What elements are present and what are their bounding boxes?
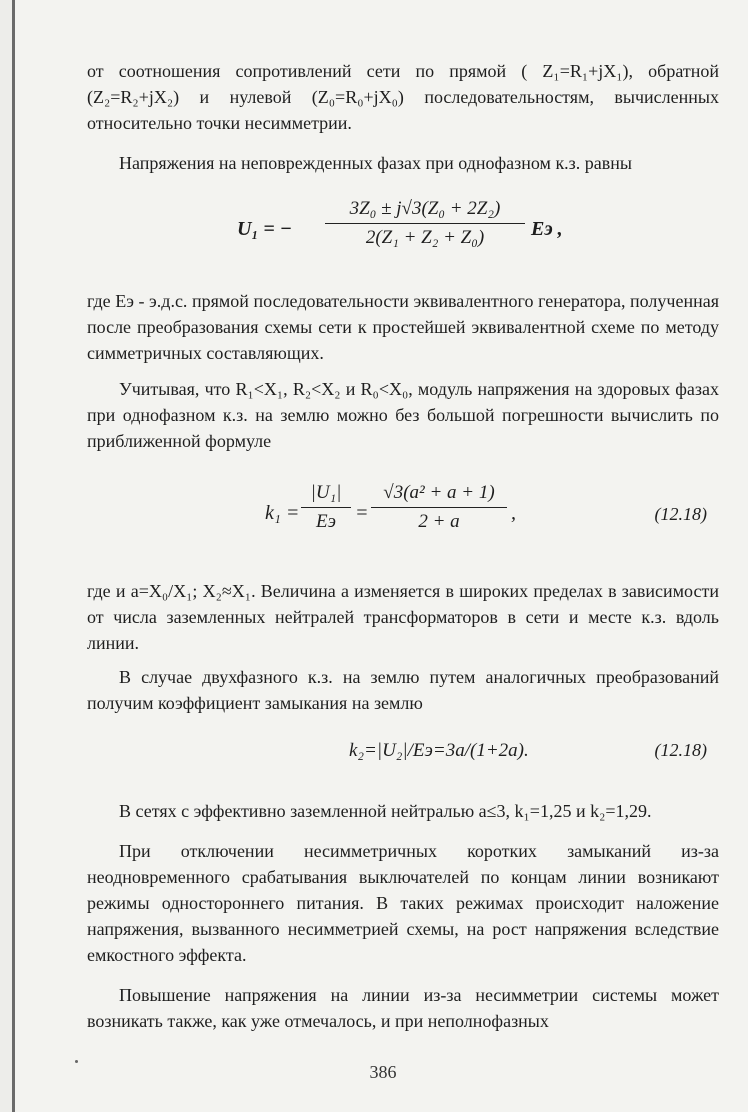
paragraph-2: Напряжения на неповрежденных фазах при однофазном к.з. равны — [119, 153, 633, 173]
page-number: 386 — [369, 1062, 397, 1082]
paragraph-7: В сетях с эффективно заземленной нейтралью a≤3, k₁=1,25 и k₂=1,29. — [119, 801, 652, 821]
paragraph-5: где и a=X₀/X₁; X₂≈X₁. Величина a изменяется в широких пределах в зависимости от числа заземленных нейтралей трансформаторов в сети и месте к.з. вдоль линии. — [87, 581, 719, 653]
book-page — [12, 0, 748, 1112]
formula-k2 — [87, 716, 719, 788]
formula-u1-lhs: U₁ = − — [237, 218, 292, 240]
paragraph-6: В случае двухфазного к.з. на землю путем аналогичных преобразований получим коэффициент замыкания на землю — [87, 667, 719, 713]
formula-k1-fraction-2 — [371, 482, 507, 533]
equation-number-1: (12.18) — [654, 504, 707, 524]
formula-k2-expression: k₂=|U₂|/Eэ=3a/(1+2a). — [349, 740, 529, 761]
formula-k1-equals: = — [355, 502, 369, 524]
formula-k1-lhs: k₁ = — [265, 502, 300, 524]
page-content — [87, 58, 719, 1034]
formula-u1-fraction — [325, 198, 525, 249]
fraction-bar — [301, 507, 351, 508]
formula-k1-comma: , — [511, 502, 516, 524]
formula-k1-frac1-denominator: Eэ — [316, 511, 336, 533]
formula-k1-frac1-numerator: |U₁| — [310, 482, 342, 503]
formula-k1-frac2-denominator: 2 + a — [418, 511, 460, 533]
formula-k1-frac2-numerator: √3(a² + a + 1) — [383, 482, 495, 503]
formula-u1-rhs: Eэ , — [531, 218, 563, 240]
paragraph-9: Повышение напряжения на линии из-за несимметрии системы может возникать также, как уже отмечалось, и при неполнофазных — [87, 985, 719, 1031]
formula-k1-fraction-1 — [301, 482, 351, 533]
formula-u1 — [87, 176, 719, 288]
paragraph-1: от соотношения сопротивлений сети по прямой ( Z₁=R₁+jX₁), обратной (Z₂=R₂+jX₂) и нулевой (Z₀=R₀+jX₀) последовательностям, вычисленных относительно точки несимметрии. — [87, 61, 719, 133]
formula-u1-numerator: 3Z₀ ± j√3(Z₀ + 2Z₂) — [349, 198, 501, 219]
formula-k1 — [87, 454, 719, 578]
fraction-bar — [371, 507, 507, 508]
fraction-bar — [325, 223, 525, 224]
formula-u1-denominator: 2(Z₁ + Z₂ + Z₀) — [365, 227, 485, 249]
equation-number-2: (12.18) — [654, 740, 707, 760]
paragraph-3: где Eэ - э.д.с. прямой последовательности эквивалентного генератора, полученная после преобразования схемы сети к простейшей эквивалентной схеме по методу симметричных составляющих. — [87, 291, 719, 363]
paragraph-8: При отключении несимметричных коротких замыканий из-за неодновременного срабатывания выключателей по концам линии возникают режимы одностороннего питания. В таких режимах происходит наложение напряжения, вызванного несимметрией схемы, на рост напряжения вследствие емкостного эффекта. — [87, 841, 719, 965]
paragraph-4: Учитывая, что R₁<X₁, R₂<X₂ и R₀<X₀, модуль напряжения на здоровых фазах при однофазном к.з. на землю можно без большой погрешности вычислить по приближенной формуле — [87, 379, 719, 451]
